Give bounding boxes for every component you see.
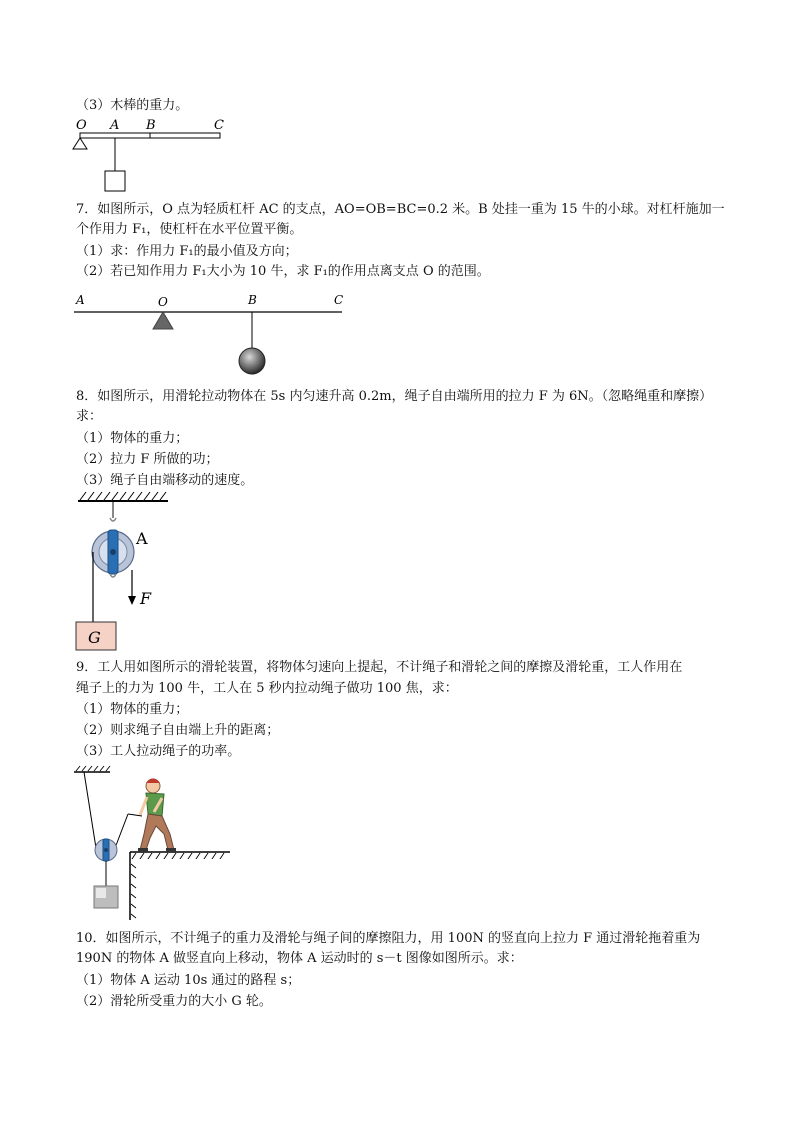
q10-part2: （2）滑轮所受重力的大小 G 轮。 (76, 994, 272, 1009)
q9-stem-line1: 9．工人用如图所示的滑轮装置，将物体匀速向上提起，不计绳子和滑轮之间的摩擦及滑轮重，工人作用在 (76, 660, 683, 675)
q6-label-c: C (214, 118, 224, 133)
q8-label-g: G (88, 628, 101, 647)
q6-weight-block (105, 171, 125, 191)
q10-part1: （1）物体 A 运动 10s 通过的路程 s； (76, 973, 301, 988)
q9-part1: （1）物体的重力； (76, 702, 189, 717)
q6-label-b: B (146, 118, 156, 133)
q7-label-a: A (76, 293, 85, 307)
q9-worker-pulley-figure (70, 764, 235, 922)
q9-part2: （2）则求绳子自由端上升的距离； (76, 723, 280, 738)
q6-fulcrum (73, 138, 87, 149)
q7-part2: （2）若已知作用力 F₁大小为 10 牛，求 F₁的作用点离支点 O 的范围。 (76, 264, 490, 279)
q7-label-c: C (334, 293, 344, 307)
q7-ball (239, 348, 265, 374)
q9-rope-fixed (84, 772, 96, 848)
q7-lever-figure (66, 290, 356, 378)
q9-part3: （3）工人拉动绳子的功率。 (76, 744, 241, 759)
q7-stem-line1: 7．如图所示，O 点为轻质杠杆 AC 的支点，AO=OB=BC=0.2 米。B 处挂一重为 15 牛的小球。对杠杆施加一 (76, 202, 725, 217)
q6-label-a: A (110, 118, 120, 133)
q8-part1: （1）物体的重力； (76, 431, 189, 446)
q8-label-f: F (140, 589, 152, 608)
q8-pulley-figure (70, 490, 180, 654)
q8-stem-line2: 求： (76, 409, 103, 424)
q6-part3: （3）木棒的重力。 (76, 98, 189, 113)
q9-rope-pull (115, 814, 128, 848)
q8-part2: （2）拉力 F 所做的功； (76, 452, 219, 467)
q7-part1: （1）求：作用力 F₁的最小值及方向； (76, 244, 298, 259)
q9-worker-pants (140, 814, 174, 850)
q9-stem-line2: 绳子上的力为 100 牛，工人在 5 秒内拉动绳子做功 100 焦，求： (76, 681, 458, 696)
q7-label-b: B (248, 293, 257, 307)
q9-worker (138, 779, 176, 853)
q6-label-o: O (76, 118, 87, 133)
q8-label-a: A (136, 529, 148, 548)
q7-fulcrum (153, 312, 173, 329)
q6-lever-figure (66, 114, 236, 196)
q8-stem-line1: 8．如图所示，用滑轮拉动物体在 5s 内匀速升高 0.2m，绳子自由端所用的拉力 F 为 6N。（忽略绳重和摩擦） (76, 389, 713, 404)
q10-stem-line1: 10．如图所示，不计绳子的重力及滑轮与绳子间的摩擦阻力，用 100N 的竖直向上拉力 F 通过滑轮拖着重为 (76, 931, 701, 946)
q8-force-arrow (128, 596, 136, 605)
q7-stem-line2: 个作用力 F₁，使杠杆在水平位置平衡。 (76, 222, 303, 237)
q7-label-o: O (158, 295, 168, 309)
q8-part3: （3）绳子自由端移动的速度。 (76, 473, 254, 488)
q10-stem-line2: 190N 的物体 A 做竖直向上移动，物体 A 运动时的 s－t 图像如图所示。求： (76, 951, 523, 966)
